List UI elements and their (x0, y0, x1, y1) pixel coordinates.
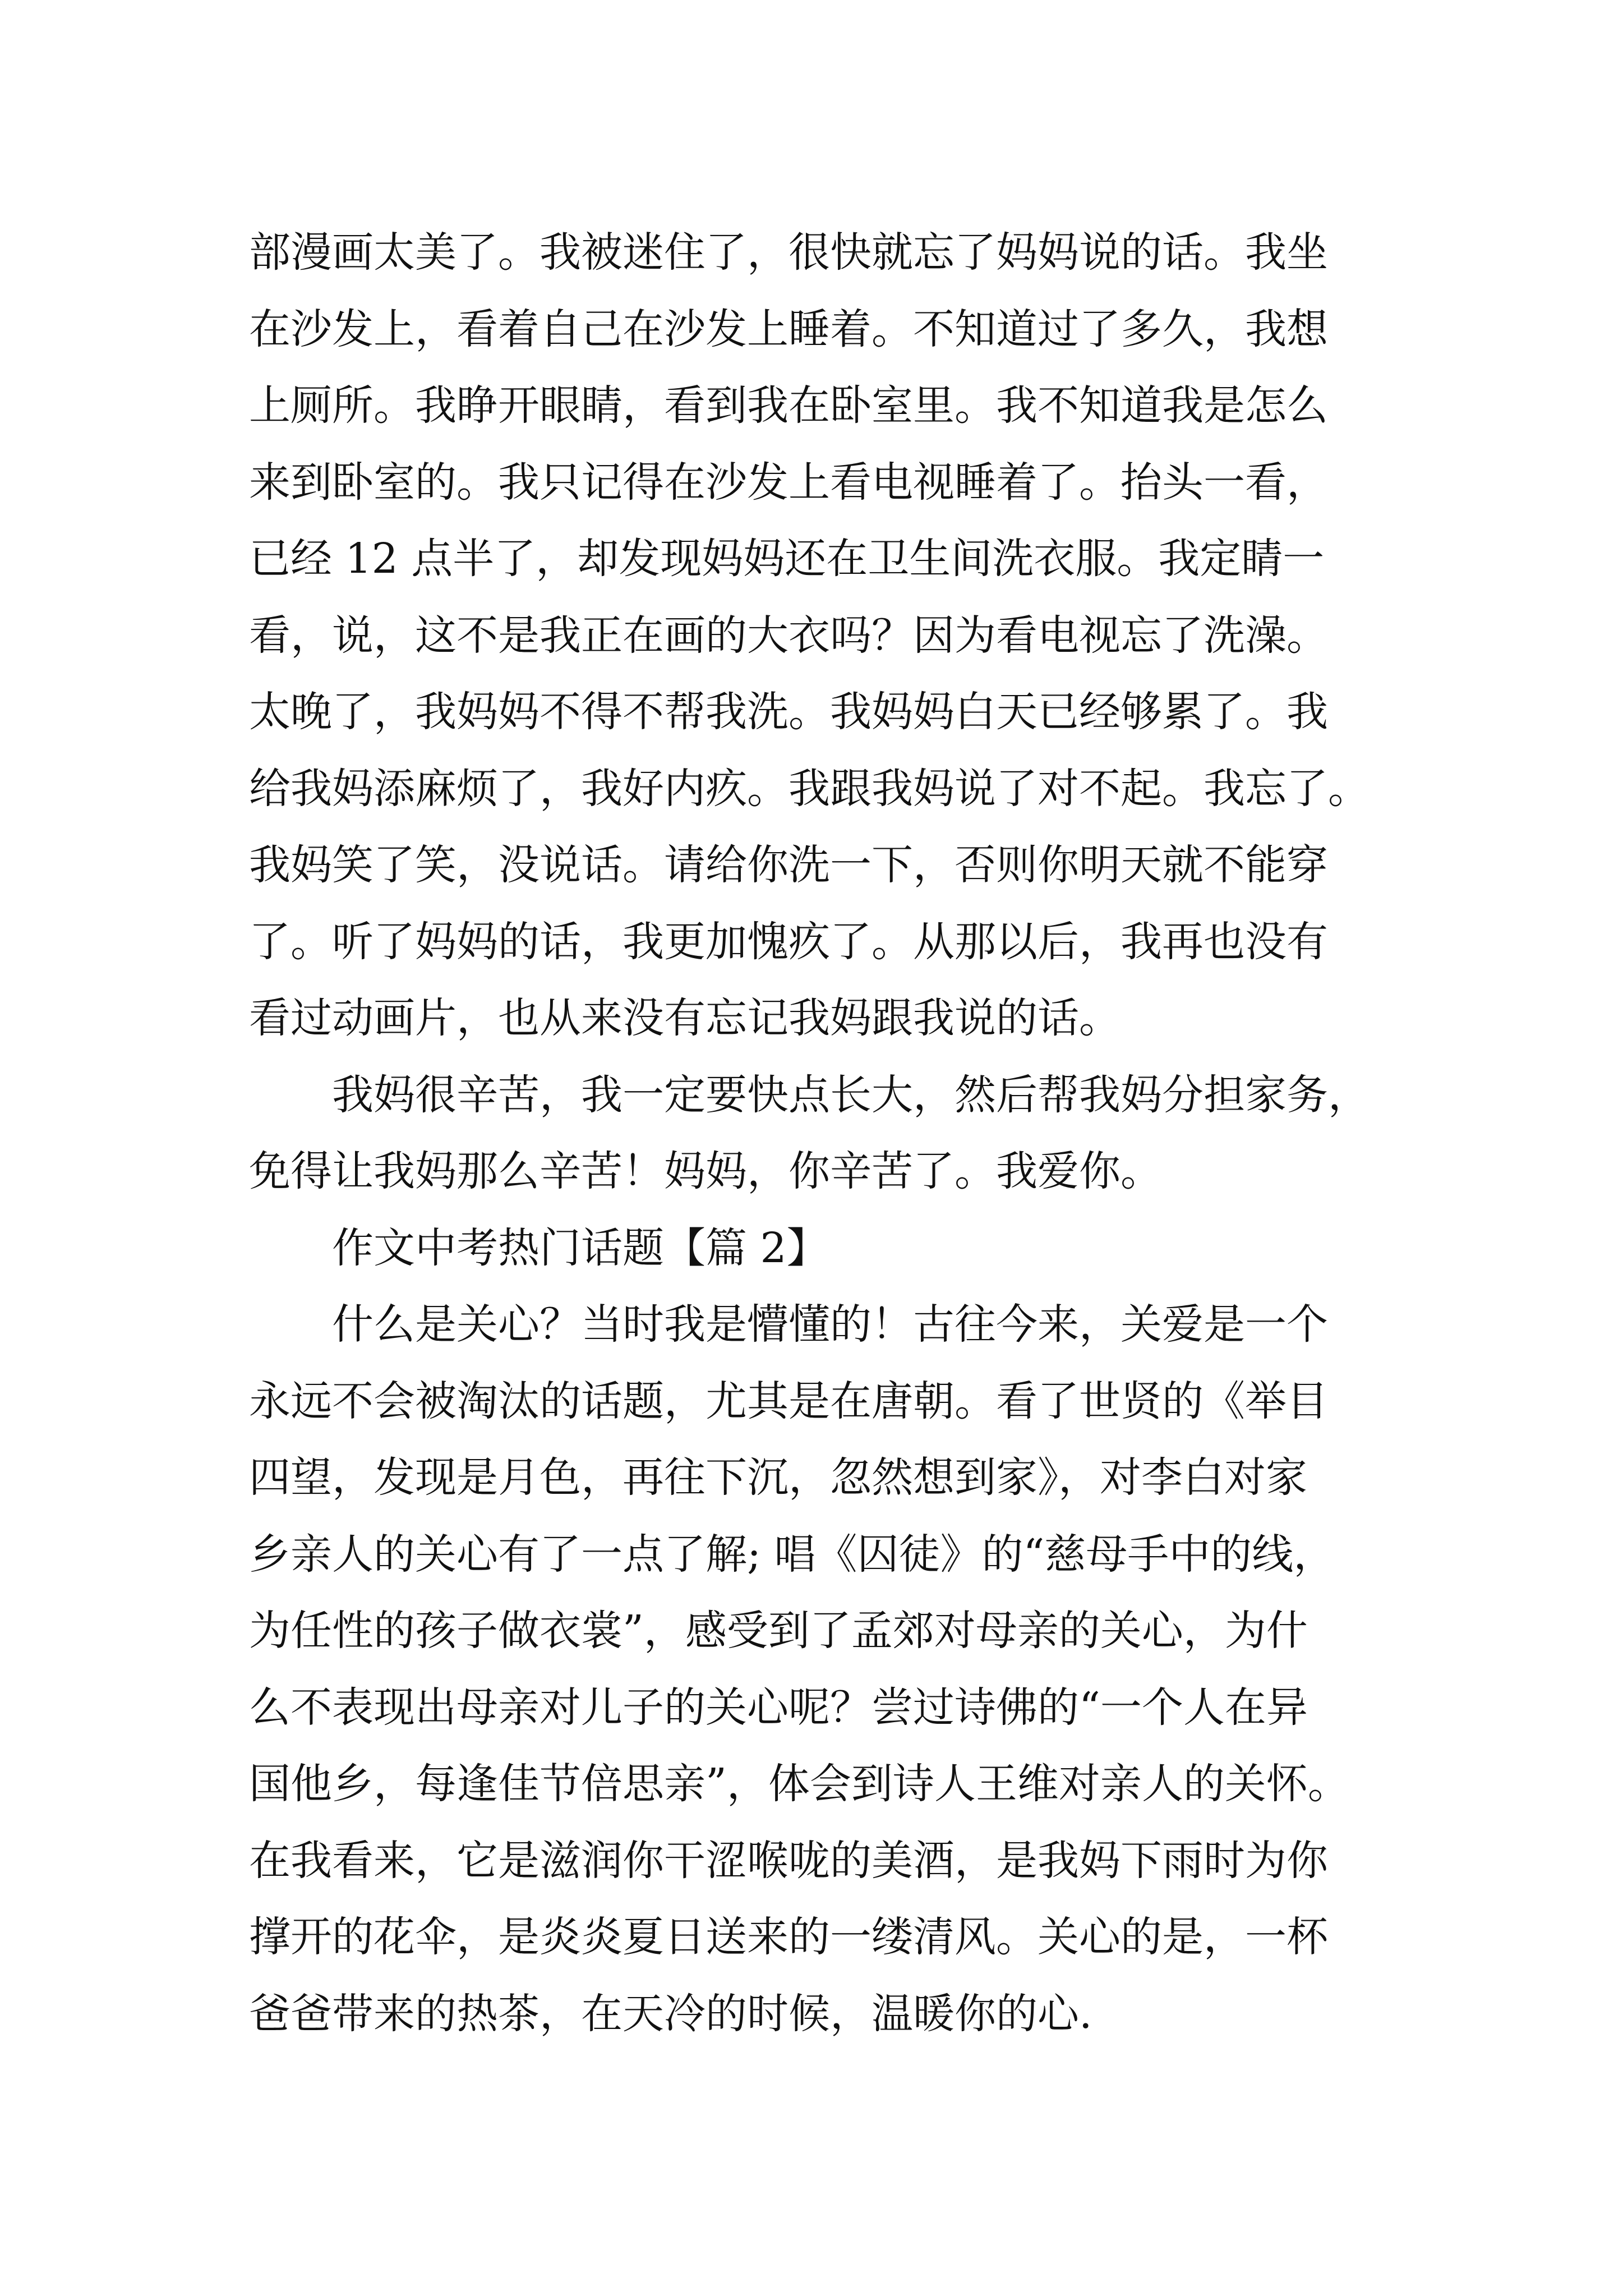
text-line: 免得让我妈那么辛苦！妈妈，你辛苦了。我爱你。 (249, 1147, 1162, 1195)
text-line: 太晚了，我妈妈不得不帮我洗。我妈妈白天已经够累了。我 (249, 688, 1328, 736)
text-line: 乡亲人的关心有了一点了解; 唱《囚徒》的“慈母手中的线， (249, 1530, 1335, 1579)
section-heading: 作文中考热门话题【篇 2】 (332, 1223, 828, 1272)
paragraph-start-line: 我妈很辛苦，我一定要快点长大，然后帮我妈分担家务， (332, 1070, 1370, 1119)
text-line: 给我妈添麻烦了，我好内疚。我跟我妈说了对不起。我忘了。 (249, 764, 1370, 813)
text-line: 在我看来，它是滋润你干涩喉咙的美酒，是我妈下雨时为你 (249, 1836, 1328, 1885)
text-line: 永远不会被淘汰的话题，尤其是在唐朝。看了世贤的《举目 (249, 1377, 1328, 1425)
text-line: 在沙发上，看着自己在沙发上睡着。不知道过了多久，我想 (249, 305, 1328, 353)
text-line: 么不表现出母亲对儿子的关心呢？尝过诗佛的“一个人在异 (249, 1683, 1308, 1732)
text-line: 部漫画太美了。我被迷住了，很快就忘了妈妈说的话。我坐 (249, 228, 1328, 277)
text-line: 撑开的花伞，是炎炎夏日送来的一缕清风。关心的是，一杯 (249, 1913, 1328, 1961)
text-line: 爸爸带来的热茶，在天冷的时候，温暖你的心. (249, 1989, 1092, 2038)
body-text (249, 214, 1393, 2052)
text-line: 已经 12 点半了，却发现妈妈还在卫生间洗衣服。我定睛一 (249, 535, 1325, 583)
text-line: 四望，发现是月色，再往下沉，忽然想到家》，对李白对家 (249, 1453, 1307, 1502)
paragraph-start-line: 什么是关心？当时我是懵懂的！古往今来，关爱是一个 (332, 1300, 1328, 1349)
text-line: 国他乡，每逢佳节倍思亲”，体会到诗人王维对亲人的关怀。 (249, 1760, 1349, 1808)
text-line: 来到卧室的。我只记得在沙发上看电视睡着了。抬头一看， (249, 458, 1328, 507)
text-line: 看过动画片，也从来没有忘记我妈跟我说的话。 (249, 994, 1121, 1042)
text-line: 我妈笑了笑，没说话。请给你洗一下，否则你明天就不能穿 (249, 841, 1328, 889)
text-line: 了。听了妈妈的话，我更加愧疚了。从那以后，我再也没有 (249, 917, 1328, 966)
text-line: 看，说，这不是我正在画的大衣吗？因为看电视忘了洗澡。 (249, 611, 1328, 660)
text-line: 上厕所。我睁开眼睛，看到我在卧室里。我不知道我是怎么 (249, 381, 1328, 430)
text-line: 为任性的孩子做衣裳”，感受到了孟郊对母亲的关心，为什 (249, 1607, 1308, 1655)
